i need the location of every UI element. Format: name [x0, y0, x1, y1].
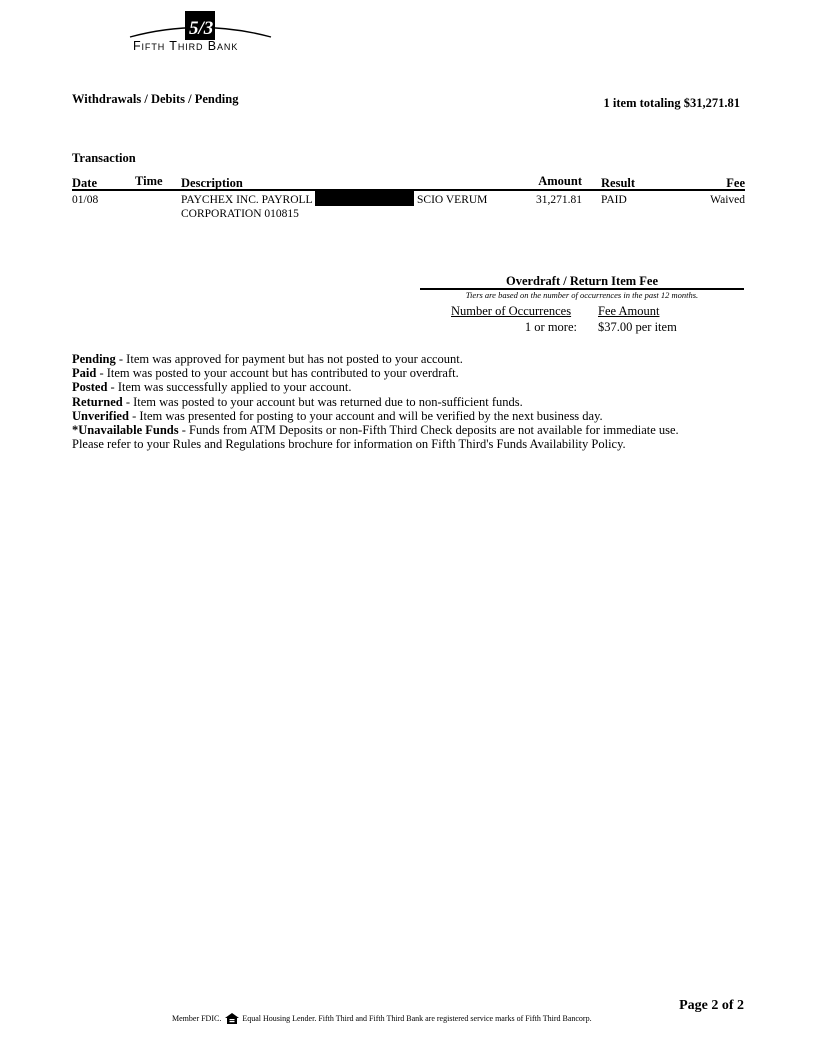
row-result: PAID: [601, 194, 627, 206]
transaction-heading: Transaction: [72, 151, 136, 165]
definition-pending: Pending - Item was approved for payment but has not posted to your account.: [72, 352, 463, 366]
bank-logo: [128, 10, 273, 58]
column-header-result: Result: [601, 176, 636, 190]
definition-posted: Posted - Item was successfully applied to your account.: [72, 380, 352, 395]
section-title: Withdrawals / Debits / Pending: [72, 92, 239, 106]
row-fee: Waived: [710, 194, 745, 206]
column-header-fee: Fee: [726, 176, 745, 190]
member-fdic: Member FDIC.: [172, 1014, 222, 1023]
definition-unavailable-funds: *Unavailable Funds - Funds from ATM Deposits or non-Fifth Third Check deposits are not available for immediate use.: [72, 423, 679, 438]
fifth-third-logo-icon: [128, 10, 273, 42]
redaction-bar: [315, 191, 414, 206]
overdraft-title: Overdraft / Return Item Fee: [505, 274, 659, 288]
column-header-amount: Amount: [538, 174, 582, 188]
footer-disclaimer: [172, 1013, 592, 1024]
row-description-line2: CORPORATION 010815: [181, 208, 299, 220]
row-description-line1: PAYCHEX INC. PAYROLL: [181, 194, 313, 206]
funds-availability-note: Please refer to your Rules and Regulations brochure for information on Fifth Third's Funds Availability Policy.: [72, 437, 626, 452]
status-definitions: [72, 352, 772, 451]
footer-legal-text: Equal Housing Lender. Fifth Third and Fifth Third Bank are registered service marks of Fifth Third Bancorp.: [242, 1014, 592, 1023]
definition-paid: Paid - Item was posted to your account but has contributed to your overdraft.: [72, 366, 459, 381]
occurrences-value: 1 or more:: [524, 320, 577, 334]
bank-name: Fifth Third Bank: [133, 39, 239, 53]
page-number: Page 2 of 2: [679, 998, 744, 1013]
definition-returned: Returned - Item was posted to your account but was returned due to non-sufficient funds.: [72, 394, 523, 409]
row-description-suffix: SCIO VERUM: [417, 194, 488, 206]
row-amount: 31,271.81: [536, 194, 582, 206]
items-total: 1 item totaling $31,271.81: [603, 96, 740, 110]
overdraft-note: Tiers are based on the number of occurrences in the past 12 months.: [465, 290, 699, 300]
fee-amount-value: $37.00 per item: [598, 320, 677, 334]
definition-unverified: Unverified - Item was presented for posting to your account and will be verified by the next business day.: [72, 408, 603, 423]
column-header-time: Time: [135, 174, 163, 188]
column-header-description: Description: [181, 176, 243, 190]
column-header-date: Date: [72, 176, 97, 190]
equal-housing-icon: [225, 1013, 239, 1024]
row-date: 01/08: [72, 194, 99, 206]
occurrences-header: Number of Occurrences: [451, 304, 572, 318]
svg-text:5/3: 5/3: [189, 18, 214, 39]
fee-amount-header: Fee Amount: [598, 304, 660, 318]
